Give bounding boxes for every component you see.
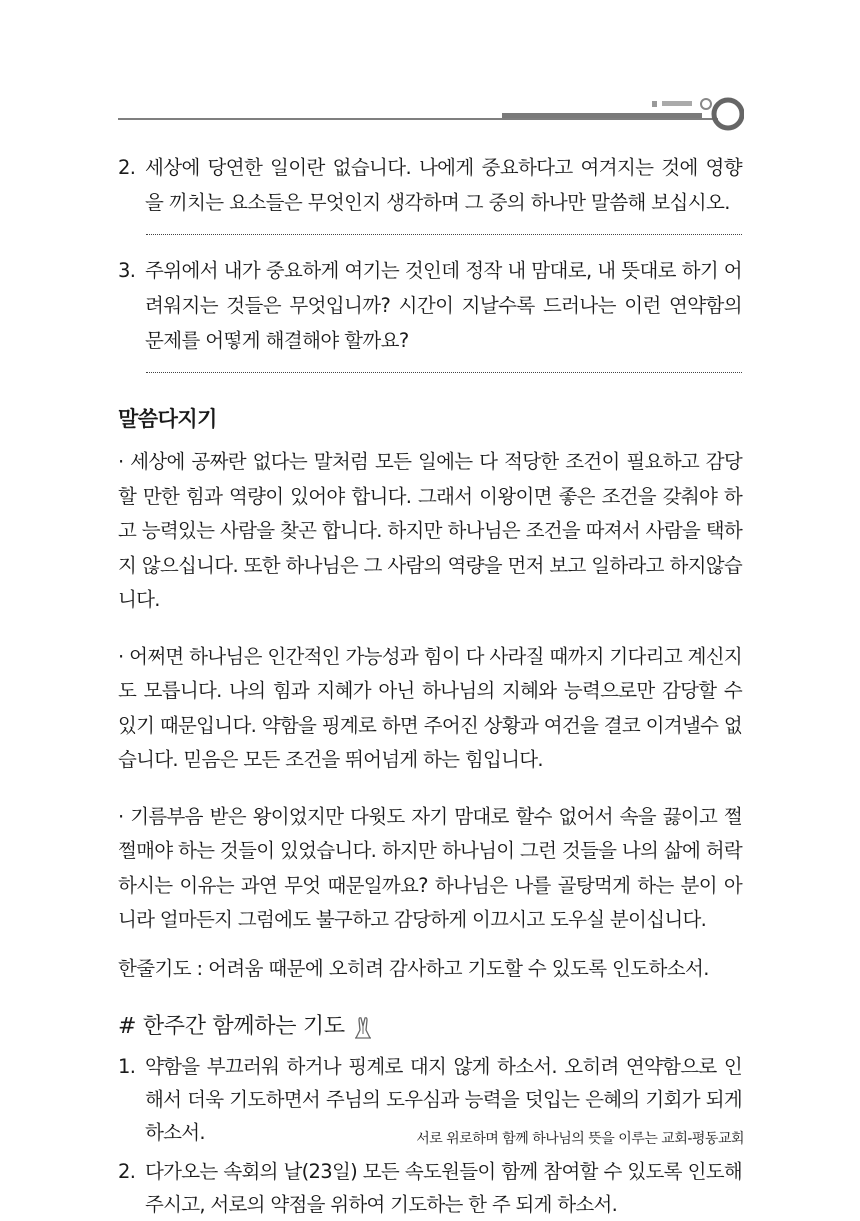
weekly-prayer-item-2 [118,1155,742,1221]
paragraph-3: · 기름부음 받은 왕이었지만 다윗도 자기 맘대로 할수 없어서 속을 끓이고 쩔쩔매야 하는 것들이 있었습니다. 하지만 하나님이 그런 것들을 나의 삶에 허락하시는 이유는 과연 무엇 때문일까요? 하나님은 나를 골탕먹게 하는 분이 아니라 얼마든지 그럼에도 불구하고 감당하게 이끄시고 도우실 분이십니다. [118,804,742,931]
page-footer: 서로 위로하며 함께 하나님의 뜻을 이루는 교회-평동교회 [416,1131,744,1147]
paragraph-1: · 세상에 공짜란 없다는 말처럼 모든 일에는 다 적당한 조건이 필요하고 감당할 만한 힘과 역량이 있어야 합니다. 그래서 이왕이면 좋은 조건을 갖춰야 하고 능력있는 사람을 찾곤 합니다. 하지만 하나님은 조건을 따져서 사람을 택하지 않으십니다. 또한 하나님은 그 사람의 역량을 먼저 보고 일하라고 하지않습니다. [118,450,742,611]
answer-dotted-line [146,372,742,373]
weekly-prayer-title: # 한주간 함께하는 기도 [118,1013,345,1039]
question-3 [118,253,742,358]
praying-hands-icon [351,1014,375,1040]
question-text: 세상에 당연한 일이란 없습니다. 나에게 중요하다고 여겨지는 것에 영향을 끼치는 요소들은 무엇인지 생각하며 그 중의 하나만 말씀해 보십시오. [145,156,742,214]
prayer-number: 2. [118,1159,136,1183]
question-text: 주위에서 내가 중요하게 여기는 것인데 정작 내 맘대로, 내 뜻대로 하기 어려워지는 것들은 무엇입니까? 시간이 지날수록 드러나는 이런 연약함의 문제를 어떻게 해결해야 할까요? [145,259,742,352]
prayer-number: 1. [118,1054,136,1078]
one-line-prayer: 한줄기도 : 어려움 때문에 오히려 감사하고 기도할 수 있도록 인도하소서. [118,956,709,980]
prayer-text: 약함을 부끄러워 하거나 핑계로 대지 않게 하소서. 오히려 연약함으로 인해서 더욱 기도하면서 주님의 도우심과 능력을 덧입는 은혜의 기회가 되게 하소서. [145,1054,742,1144]
weekly-prayer-heading [118,1010,742,1044]
page-content [118,150,742,1221]
question-number: 2. [118,156,136,179]
section-title: 말씀다지기 [118,407,217,431]
prayer-text: 다가오는 속회의 날(23일) 모든 속도원들이 함께 참여할 수 있도록 인도해 주시고, 서로의 약점을 위하여 기도하는 한 주 되게 하소서. [145,1159,742,1216]
header-decoration [118,92,744,132]
question-2 [118,150,742,220]
question-number: 3. [118,259,136,282]
answer-dotted-line [146,234,742,235]
paragraph-2: · 어쩌면 하나님은 인간적인 가능성과 힘이 다 사라질 때까지 기다리고 계신지도 모릅니다. 나의 힘과 지혜가 아닌 하나님의 지혜와 능력으로만 감당할 수 있기 때문입니다. 약함을 핑계로 하면 주어진 상황과 여건을 결코 이겨낼수 없습니다. 믿음은 모든 조건을 뛰어넘게 하는 힘입니다. [118,644,742,771]
